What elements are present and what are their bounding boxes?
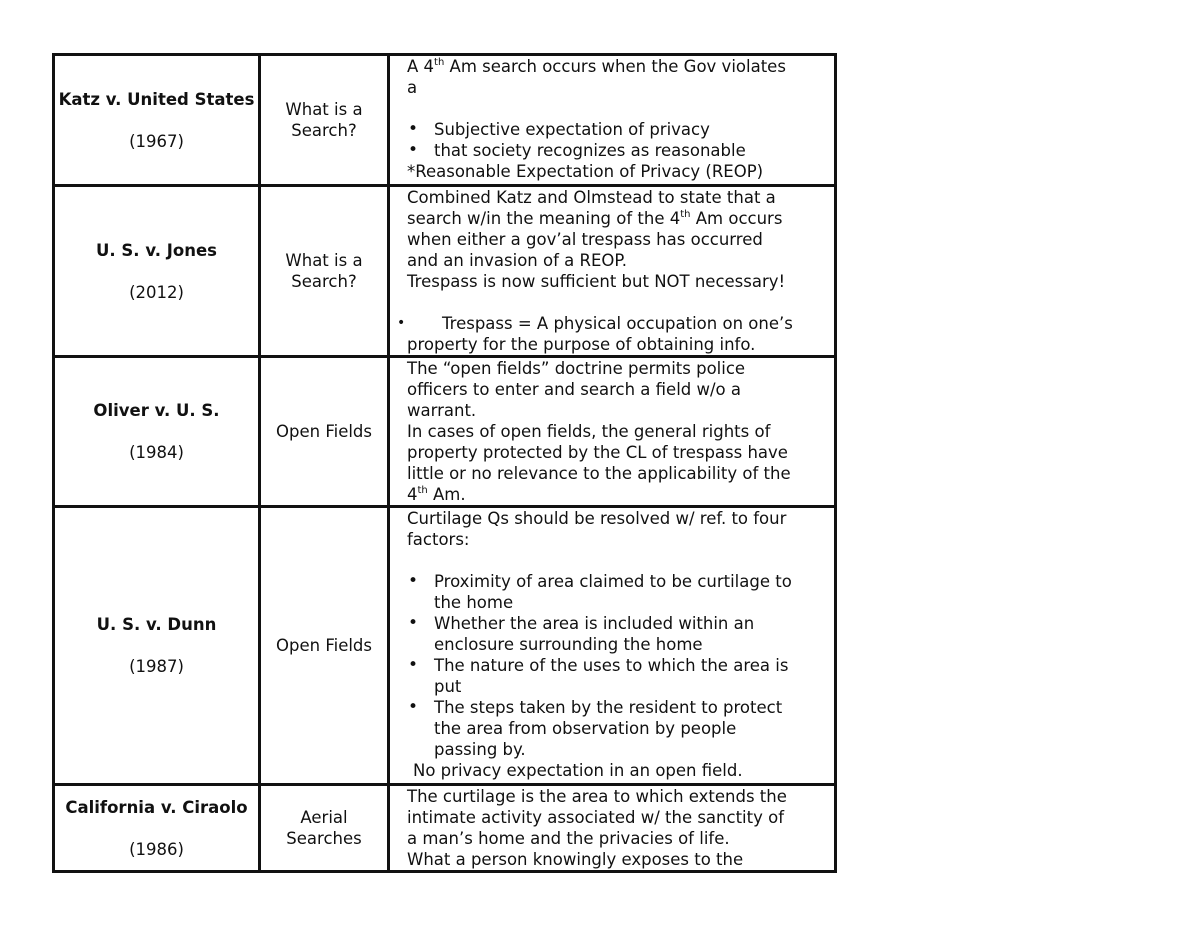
rule-cell xyxy=(389,357,836,507)
table-row xyxy=(54,357,836,507)
rule-bullet: • The steps taken by the resident to protect xyxy=(407,697,834,718)
case-year: (1986) xyxy=(129,839,184,859)
topic-cell xyxy=(260,186,389,357)
rule-line: No privacy expectation in an open field. xyxy=(413,761,743,780)
case-year: (1984) xyxy=(129,443,184,462)
rule-bullet: • Whether the area is included within an xyxy=(407,613,834,634)
case-cell xyxy=(54,55,260,186)
topic-label: What is a Search? xyxy=(285,100,363,140)
rule-line: 4th Am. xyxy=(407,485,466,504)
topic-cell xyxy=(260,785,389,872)
rule-line: factors: xyxy=(407,530,470,549)
rule-line: The “open fields” doctrine permits police xyxy=(407,359,746,378)
rule-line: What a person knowingly exposes to the xyxy=(407,850,744,869)
case-cell xyxy=(54,507,260,785)
topic-label: Open Fields xyxy=(276,636,372,655)
case-year: (1967) xyxy=(129,131,184,151)
rule-bullet: • The nature of the uses to which the area is xyxy=(407,655,834,676)
case-cell xyxy=(54,357,260,507)
rule-line: search w/in the meaning of the 4th Am occurs xyxy=(407,209,783,228)
rule-cell xyxy=(389,785,836,872)
case-name: Katz v. United States xyxy=(58,89,255,109)
rule-cell xyxy=(389,507,836,785)
rule-line: the area from observation by people xyxy=(434,719,737,738)
case-name: Oliver v. U. S. xyxy=(93,401,220,420)
case-name: U. S. v. Jones xyxy=(96,240,217,260)
topic-label: Open Fields xyxy=(276,422,372,441)
rule-line: The curtilage is the area to which extends the xyxy=(407,787,787,806)
topic-label: What is a Search? xyxy=(285,251,363,291)
rule-line: little or no relevance to the applicability of the xyxy=(407,464,791,483)
rule-line: officers to enter and search a field w/o a xyxy=(407,380,742,399)
rule-cell xyxy=(389,55,836,186)
table-row xyxy=(54,785,836,872)
case-year: (1987) xyxy=(129,657,184,676)
rule-bullet: • that society recognizes as reasonable xyxy=(407,140,834,161)
rule-line: Trespass is now sufficient but NOT necessary! xyxy=(407,272,786,291)
rule-line: A 4th Am search occurs when the Gov violates xyxy=(407,57,786,76)
table-row xyxy=(54,507,836,785)
rule-line: *Reasonable Expectation of Privacy (REOP) xyxy=(407,162,764,181)
rule-line: and an invasion of a REOP. xyxy=(407,251,628,270)
table-row xyxy=(54,186,836,357)
rule-line: passing by. xyxy=(434,740,526,759)
topic-cell xyxy=(260,507,389,785)
topic-cell xyxy=(260,55,389,186)
case-cell xyxy=(54,785,260,872)
rule-line: enclosure surrounding the home xyxy=(434,635,703,654)
rule-line: property protected by the CL of trespass have xyxy=(407,443,788,462)
rule-line: when either a gov’al trespass has occurred xyxy=(407,230,763,249)
topic-label: Aerial Searches xyxy=(286,808,362,848)
rule-bullet: • Subjective expectation of privacy xyxy=(407,119,834,140)
rule-line: property for the purpose of obtaining info. xyxy=(407,335,756,354)
rule-line: Curtilage Qs should be resolved w/ ref. to four xyxy=(407,509,787,528)
case-year: (2012) xyxy=(129,282,184,302)
rule-line: intimate activity associated w/ the sanctity of xyxy=(407,808,785,827)
rule-line: warrant. xyxy=(407,401,477,420)
rule-line: In cases of open fields, the general rights of xyxy=(407,422,771,441)
topic-cell xyxy=(260,357,389,507)
rule-line: Trespass = A physical occupation on one’s xyxy=(442,314,793,333)
table-row xyxy=(54,55,836,186)
rule-bullet: • Proximity of area claimed to be curtilage to xyxy=(407,571,834,592)
rule-line: a xyxy=(407,78,418,97)
rule-line: put xyxy=(434,677,462,696)
case-cell xyxy=(54,186,260,357)
rule-line: a man’s home and the privacies of life. xyxy=(407,829,730,848)
bullet-icon: • xyxy=(397,315,406,331)
case-law-table xyxy=(52,53,837,873)
rule-line: Combined Katz and Olmstead to state that a xyxy=(407,188,776,207)
rule-cell xyxy=(389,186,836,357)
case-name: U. S. v. Dunn xyxy=(96,615,217,634)
case-name: California v. Ciraolo xyxy=(65,797,248,817)
rule-line: the home xyxy=(434,593,514,612)
